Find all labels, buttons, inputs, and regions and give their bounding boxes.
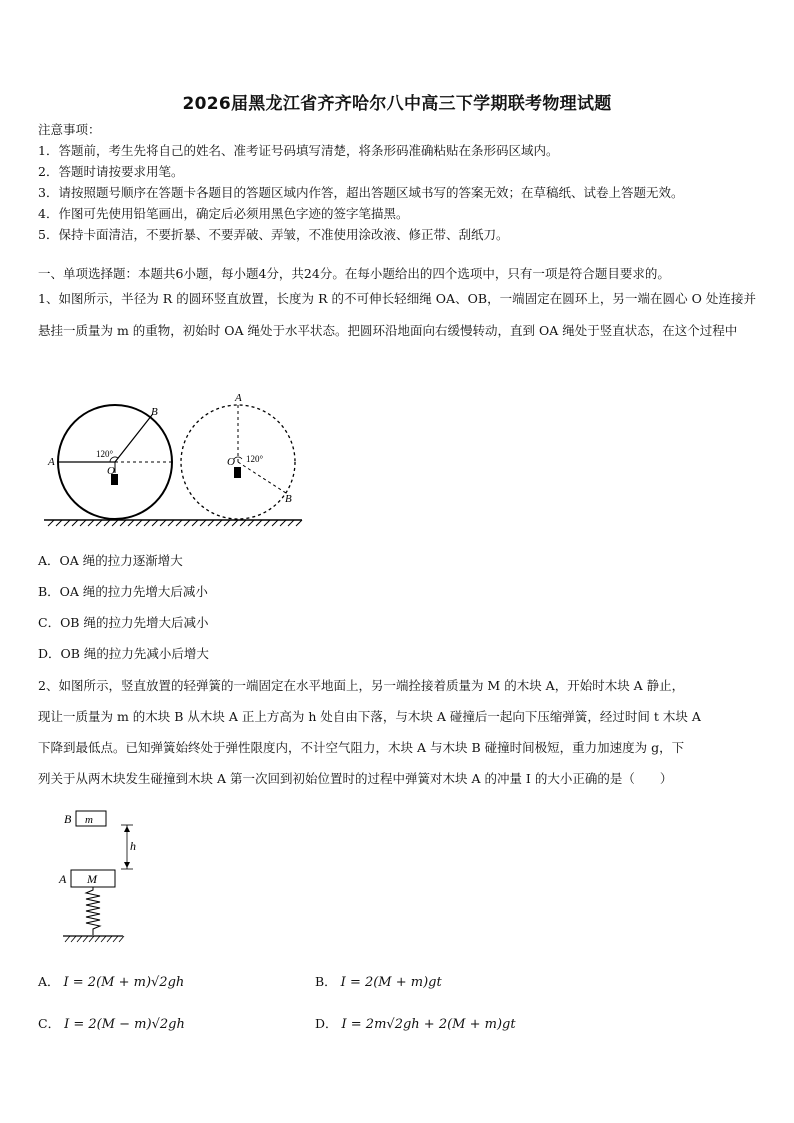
label-a-right: A <box>235 392 242 404</box>
q2-stem-line2: 现让一质量为 m 的木块 B 从木块 A 正上方高为 h 处自由下落，与木块 A 碰撞后一起向下压缩弹簧，经过时间 t 木块 A <box>38 709 701 724</box>
notice-item: 5．保持卡面清洁，不要折暴、不要弄破、弄皱，不准使用涂改液、修正带、刮纸刀。 <box>38 227 509 242</box>
q2-option-c-label: C． <box>38 1016 61 1031</box>
notice-item: 4．作图可先使用铅笔画出，确定后必须用黑色字迹的签字笔描黑。 <box>38 206 409 221</box>
rope-ob-right <box>238 462 286 493</box>
q1-option-a: A．OA 绳的拉力逐渐增大 <box>38 553 183 568</box>
notice-item: 3．请按照题号顺序在答题卡各题目的答题区域内作答，超出答题区域书写的答案无效；在草稿纸、试卷上答题无效。 <box>38 185 684 200</box>
q2-stem-line1: 2、如图所示，竖直放置的轻弹簧的一端固定在水平地面上，另一端拴接着质量为 M 的木块 A，开始时木块 A 静止， <box>38 678 685 693</box>
q1-option-c: C．OB 绳的拉力先增大后减小 <box>38 615 209 630</box>
q2-option-b-label: B． <box>315 974 337 989</box>
q2-stem-line4: 列关于从两木块发生碰撞到木块 A 第一次回到初始位置时的过程中弹簧对木块 A 的冲量 I 的大小正确的是（ ） <box>38 771 673 786</box>
label-m-small: m <box>85 814 93 826</box>
q1-figure <box>38 385 308 530</box>
notice-heading: 注意事项： <box>38 122 101 137</box>
notice-item: 1．答题前，考生先将自己的姓名、准考证号码填写清楚，将条形码准确粘贴在条形码区域内。 <box>38 143 559 158</box>
q2-option-a-label: A． <box>38 974 60 989</box>
label-b: B <box>64 812 72 826</box>
label-h: h <box>130 839 136 853</box>
q2-option-a <box>38 972 184 990</box>
q2-option-c <box>38 1014 185 1032</box>
q1-option-d: D．OB 绳的拉力先减小后增大 <box>38 646 209 661</box>
q2-stem-line3: 下降到最低点。已知弹簧始终处于弹性限度内，不计空气阻力，木块 A 与木块 B 碰撞时间极短，重力加速度为 g，下 <box>38 740 685 755</box>
q2-option-d-expr: I = 2m√2gh + 2(M + m)gt <box>341 1017 516 1032</box>
label-m-big: M <box>87 872 97 886</box>
label-b-left: B <box>151 406 158 418</box>
label-a-left: A <box>48 456 55 468</box>
section-heading: 一、单项选择题：本题共6小题，每小题4分，共24分。在每小题给出的四个选项中，只有一项是符合题目要求的。 <box>38 266 670 281</box>
label-o-left: O <box>107 465 115 477</box>
spring <box>86 887 100 935</box>
q2-option-a-expr: I = 2(M + m)√2gh <box>63 975 185 990</box>
q2-figure <box>55 805 155 947</box>
angle-label-left: 120° <box>96 449 114 459</box>
q2-option-d <box>315 1014 516 1032</box>
q2-option-b-expr: I = 2(M + m)gt <box>340 975 442 990</box>
weight-right <box>234 467 241 478</box>
q2-option-b <box>315 972 442 990</box>
floor-hatch <box>65 936 124 942</box>
rope-ob-left <box>115 415 152 462</box>
notice-item: 2．答题时请按要求用笔。 <box>38 164 184 179</box>
page-title: 2026届黑龙江省齐齐哈尔八中高三下学期联考物理试题 <box>182 94 612 114</box>
label-b-right: B <box>285 493 292 505</box>
q2-option-c-expr: I = 2(M − m)√2gh <box>64 1017 185 1032</box>
label-a: A <box>59 872 67 886</box>
q1-stem: 1、如图所示，半径为 R 的圆环竖直放置，长度为 R 的不可伸长轻细绳 OA、OB，一端固定在圆环上，另一端在圆心 O 处连接并悬挂一质量为 m 的重物，初始时 OA 绳处于水平状态。把圆环沿地面向右缓慢转动，直到 OA 绳处于竖直状态，在这个过程中 <box>38 291 756 338</box>
angle-label-right: 120° <box>246 454 264 464</box>
label-o-right: O <box>227 456 235 468</box>
ground-hatch <box>48 520 302 526</box>
q1-option-b: B．OA 绳的拉力先增大后减小 <box>38 584 208 599</box>
q2-option-d-label: D． <box>315 1016 338 1031</box>
